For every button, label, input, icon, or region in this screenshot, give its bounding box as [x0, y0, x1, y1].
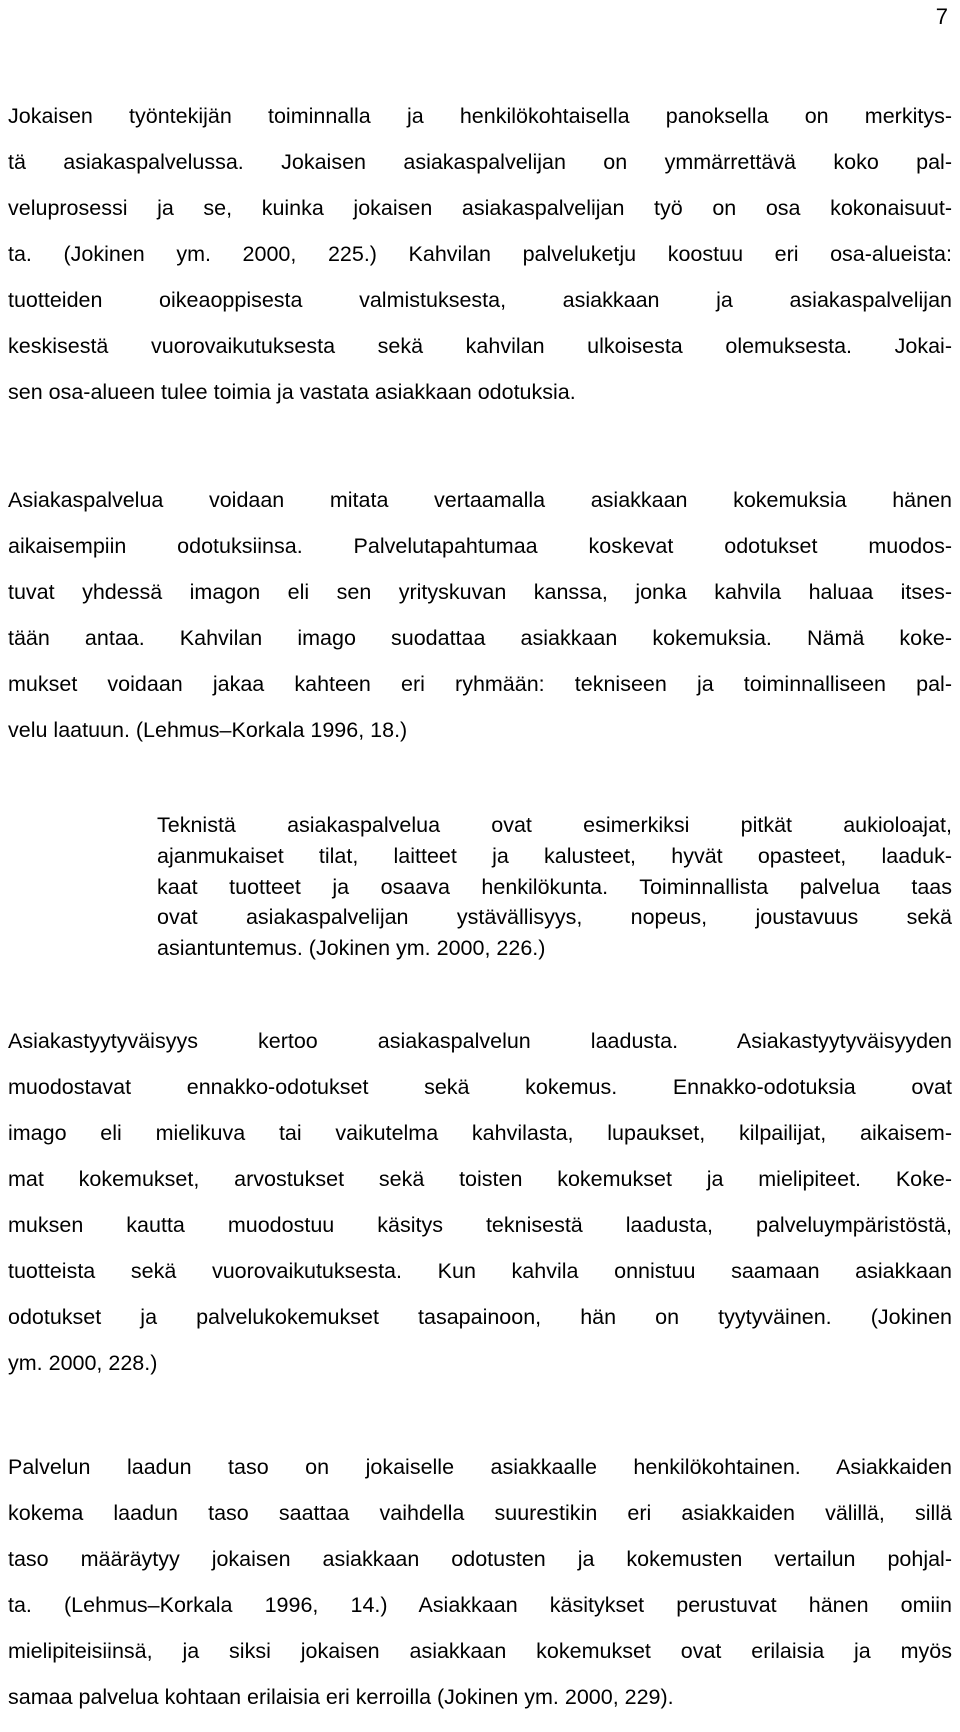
- text-line: aikaisempiin odotuksiinsa. Palvelutapahtumaa koskevat odotukset muodos-: [8, 534, 952, 558]
- text-line: keskisestä vuorovaikutuksesta sekä kahvilan ulkoisesta olemuksesta. Jokai-: [8, 334, 952, 358]
- paragraph-measuring-service: [8, 477, 952, 753]
- paragraph-service-quality-level: [8, 1444, 952, 1720]
- text-line: tuotteiden oikeaoppisesta valmistuksesta, asiakkaan ja asiakaspalvelijan: [8, 288, 952, 312]
- text-line: imago eli mielikuva tai vaikutelma kahvilasta, lupaukset, kilpailijat, aikaisem-: [8, 1121, 952, 1145]
- text-line: tä asiakaspalvelussa. Jokaisen asiakaspalvelijan on ymmärrettävä koko pal-: [8, 150, 952, 174]
- paragraph-customer-satisfaction: [8, 1018, 952, 1386]
- text-line: odotukset ja palvelukokemukset tasapainoon, hän on tyytyväinen. (Jokinen: [8, 1305, 952, 1329]
- text-line: asiantuntemus. (Jokinen ym. 2000, 226.): [157, 936, 546, 961]
- text-line: muodostavat ennakko-odotukset sekä kokemus. Ennakko-odotuksia ovat: [8, 1075, 952, 1099]
- text-line: samaa palvelua kohtaan erilaisia eri kerroilla (Jokinen ym. 2000, 229).: [8, 1685, 674, 1709]
- block-quote-technical-service: [157, 810, 952, 964]
- text-line: tuvat yhdessä imagon eli sen yrityskuvan kanssa, jonka kahvila haluaa itses-: [8, 580, 952, 604]
- paragraph-customer-service-chain: [8, 93, 952, 415]
- text-line: ym. 2000, 228.): [8, 1351, 158, 1375]
- text-line: ta. (Lehmus–Korkala 1996, 14.) Asiakkaan käsitykset perustuvat hänen omiin: [8, 1593, 952, 1617]
- page-number: 7: [935, 4, 948, 29]
- text-line: tään antaa. Kahvilan imago suodattaa asiakkaan kokemuksia. Nämä koke-: [8, 626, 952, 650]
- text-line: veluprosessi ja se, kuinka jokaisen asiakaspalvelijan työ on osa kokonaisuut-: [8, 196, 952, 220]
- text-line: Teknistä asiakaspalvelua ovat esimerkiksi pitkät aukioloajat,: [157, 813, 952, 837]
- text-line: ovat asiakaspalvelijan ystävällisyys, nopeus, joustavuus sekä: [157, 905, 952, 930]
- text-line: velu laatuun. (Lehmus–Korkala 1996, 18.): [8, 718, 408, 742]
- text-line: Asiakastyytyväisyys kertoo asiakaspalvelun laadusta. Asiakastyytyväisyyden: [8, 1029, 952, 1053]
- text-line: taso määräytyy jokaisen asiakkaan odotusten ja kokemusten vertailun pohjal-: [8, 1547, 952, 1571]
- text-line: muksen kautta muodostuu käsitys teknisestä laadusta, palveluympäristöstä,: [8, 1213, 952, 1237]
- text-line: mukset voidaan jakaa kahteen eri ryhmään: tekniseen ja toiminnalliseen pal-: [8, 672, 952, 696]
- text-line: Asiakaspalvelua voidaan mitata vertaamalla asiakkaan kokemuksia hänen: [8, 488, 952, 512]
- text-line: ajanmukaiset tilat, laitteet ja kalusteet, hyvät opasteet, laaduk-: [157, 843, 952, 868]
- text-line: mielipiteisiinsä, ja siksi jokaisen asiakkaan kokemukset ovat erilaisia ja myös: [8, 1639, 952, 1663]
- text-line: sen osa-alueen tulee toimia ja vastata asiakkaan odotuksia.: [8, 380, 576, 404]
- text-line: Jokaisen työntekijän toiminnalla ja henkilökohtaisella panoksella on merkitys-: [8, 104, 952, 128]
- text-line: kaat tuotteet ja osaava henkilökunta. Toiminnallista palvelua taas: [157, 874, 952, 899]
- text-line: kokema laadun taso saattaa vaihdella suurestikin eri asiakkaiden välillä, sillä: [8, 1501, 952, 1525]
- text-line: mat kokemukset, arvostukset sekä toisten kokemukset ja mielipiteet. Koke-: [8, 1167, 952, 1191]
- text-line: tuotteista sekä vuorovaikutuksesta. Kun kahvila onnistuu saamaan asiakkaan: [8, 1259, 952, 1283]
- text-line: ta. (Jokinen ym. 2000, 225.) Kahvilan palveluketju koostuu eri osa-alueista:: [8, 242, 952, 266]
- text-line: Palvelun laadun taso on jokaiselle asiakkaalle henkilökohtainen. Asiakkaiden: [8, 1455, 952, 1479]
